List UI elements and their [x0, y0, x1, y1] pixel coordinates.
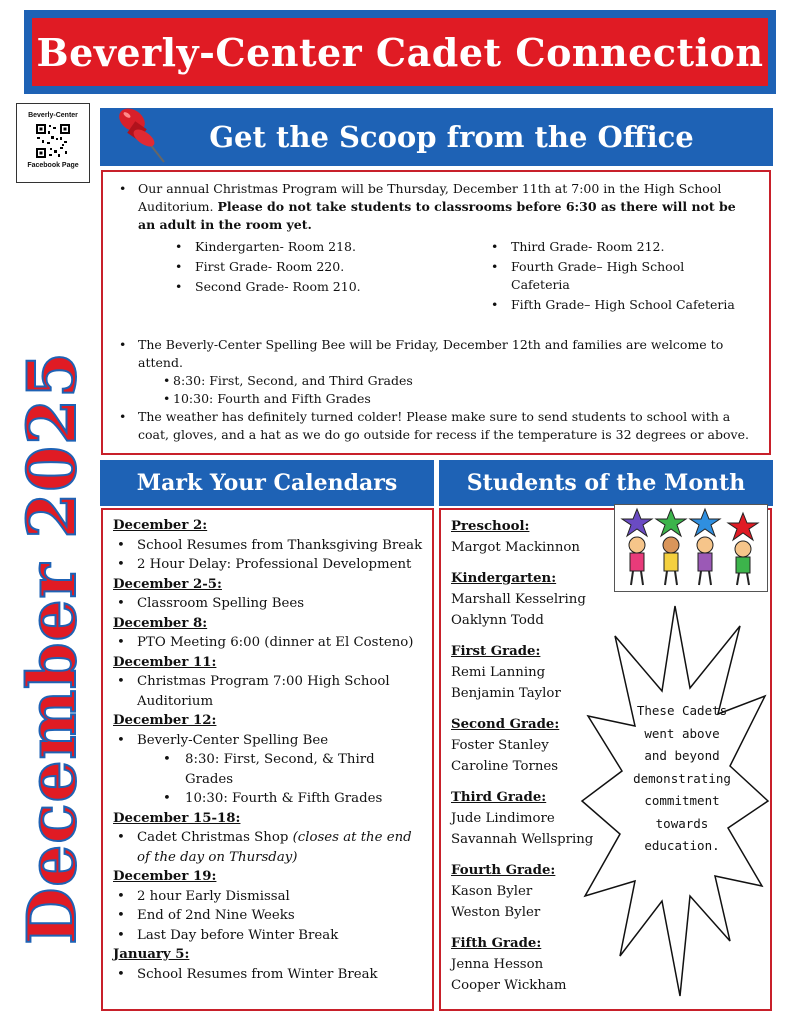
- starburst-line: towards: [655, 815, 709, 831]
- office-header-title: Get the Scoop from the Office: [209, 120, 694, 154]
- room-item: • Second Grade- Room 210.: [113, 278, 429, 296]
- program-bullet: [113, 180, 753, 234]
- calendar-event: • 2 hour Early Dismissal: [113, 887, 423, 907]
- spelling-bee-bullet: • The Beverly-Center Spelling Bee will be Friday, December 12th and families are welcome to attend.: [113, 336, 753, 372]
- students-header-bar: [439, 460, 773, 506]
- grade-block: [451, 516, 611, 558]
- student-name: Kason Byler: [451, 884, 533, 899]
- spelling-time-item: • 10:30: Fourth and Fifth Grades: [113, 390, 753, 408]
- student-name: Oaklynn Todd: [451, 613, 544, 628]
- student-name: Weston Byler: [451, 905, 541, 920]
- calendar-subevent: • 10:30: Fourth & Fifth Grades: [113, 789, 423, 809]
- grade-name: Third Grade:: [451, 790, 547, 805]
- calendar-date: December 11:: [113, 654, 217, 670]
- starburst-line: commitment: [644, 793, 720, 808]
- calendar-date: January 5:: [113, 947, 190, 962]
- grade-name: Second Grade:: [451, 717, 560, 732]
- starburst-line: and beyond: [644, 748, 720, 763]
- calendar-date: December 19:: [113, 869, 217, 884]
- office-header-bar: [100, 108, 773, 166]
- calendar-date: December 2-5:: [113, 576, 222, 592]
- rooms-left-column: [113, 238, 429, 316]
- student-name: Jude Lindimore: [451, 811, 555, 826]
- students-header-title: Students of the Month: [466, 470, 746, 496]
- qr-bottom-label: Facebook Page: [27, 162, 79, 169]
- calendar-event: [113, 828, 423, 867]
- grade-name: Fourth Grade:: [451, 863, 556, 878]
- grade-name: Fifth Grade:: [451, 936, 542, 951]
- starburst-line: education.: [644, 838, 720, 853]
- student-name: Jenna Hesson: [451, 957, 544, 972]
- qr-code-icon: [35, 123, 71, 159]
- kids-with-stars-clipart: [615, 505, 767, 591]
- calendar-event-text: Cadet Christmas Shop: [137, 830, 293, 845]
- room-item: • First Grade- Room 220.: [113, 258, 429, 276]
- calendar-event: • End of 2nd Nine Weeks: [113, 906, 423, 926]
- student-name: Margot Mackinnon: [451, 540, 580, 555]
- title-banner-inner: [32, 18, 768, 86]
- calendar-box: [101, 508, 434, 1011]
- calendar-subevent: • 8:30: First, Second, & Third Grades: [113, 750, 423, 789]
- student-name: Remi Lanning: [451, 665, 546, 680]
- calendar-date: December 2:: [113, 518, 208, 533]
- calendar-list: [113, 516, 423, 984]
- newsletter-title: Beverly-Center Cadet Connection: [36, 29, 764, 75]
- push-pin-icon: [112, 104, 172, 168]
- grade-name: Preschool:: [451, 519, 530, 534]
- room-assignments: [113, 238, 753, 316]
- grade-name: First Grade:: [451, 644, 541, 659]
- calendar-header-title: Mark Your Calendars: [136, 470, 398, 496]
- calendar-date: December 8:: [113, 615, 208, 631]
- office-list: [113, 180, 753, 444]
- student-name: Cooper Wickham: [451, 978, 567, 993]
- program-warning: Please do not take students to classrooms before 6:30 as there will not be an adult in the room yet.: [138, 199, 736, 232]
- student-name: Foster Stanley: [451, 738, 549, 753]
- student-name: Caroline Tornes: [451, 759, 559, 774]
- program-text: Our annual Christmas Program will be Thursday, December 11th at 7:00 in the High School Auditorium.: [138, 181, 722, 214]
- student-name: Marshall Kesselring: [451, 592, 586, 607]
- weather-bullet: • The weather has definitely turned colder! Please make sure to send students to school with a coat, gloves, and a hat as we do go outside for recess if the temperature is 32 degrees or above.: [113, 408, 753, 444]
- student-name: Savannah Wellspring: [451, 832, 594, 847]
- starburst-line: demonstrating: [633, 770, 731, 786]
- calendar-event: • Christmas Program 7:00 High School Auditorium: [113, 672, 423, 711]
- starburst-line: went above: [644, 725, 720, 741]
- calendar-event: • 2 Hour Delay: Professional Development: [113, 555, 423, 575]
- calendar-event: • School Resumes from Thanksgiving Break: [113, 536, 423, 556]
- calendar-event: • Beverly-Center Spelling Bee: [113, 731, 423, 751]
- month-year-label: December 2025: [13, 351, 91, 945]
- starburst-message: [612, 700, 752, 858]
- facebook-qr-box[interactable]: [16, 103, 90, 183]
- calendar-event: • School Resumes from Winter Break: [113, 965, 423, 985]
- room-item: • Third Grade- Room 212.: [429, 238, 745, 256]
- rooms-right-column: [429, 238, 745, 316]
- calendar-date: December 12:: [113, 713, 217, 728]
- calendar-event: • Classroom Spelling Bees: [113, 594, 423, 614]
- student-name: Benjamin Taylor: [451, 686, 561, 701]
- calendar-event: • PTO Meeting 6:00 (dinner at El Costeno): [113, 633, 423, 653]
- vertical-month-title: [7, 298, 97, 998]
- spelling-time-item: • 8:30: First, Second, and Third Grades: [113, 372, 753, 390]
- calendar-date: December 15-18:: [113, 810, 241, 826]
- grade-name: Kindergarten:: [451, 571, 557, 586]
- title-banner: [24, 10, 776, 94]
- starburst-line: These Cadets: [636, 703, 728, 718]
- calendar-event: • Last Day before Winter Break: [113, 926, 423, 946]
- room-item: • Fourth Grade– High School Cafeteria: [429, 258, 745, 294]
- calendar-header-bar: [100, 460, 434, 506]
- qr-top-label: Beverly-Center: [28, 112, 78, 119]
- kids-with-stars-image: [614, 504, 768, 592]
- office-content-box: [101, 170, 771, 455]
- calendar-event-note: (closes at the end of the day on Thursday): [137, 830, 412, 865]
- room-item: • Fifth Grade– High School Cafeteria: [429, 296, 745, 314]
- room-item: • Kindergarten- Room 218.: [113, 238, 429, 256]
